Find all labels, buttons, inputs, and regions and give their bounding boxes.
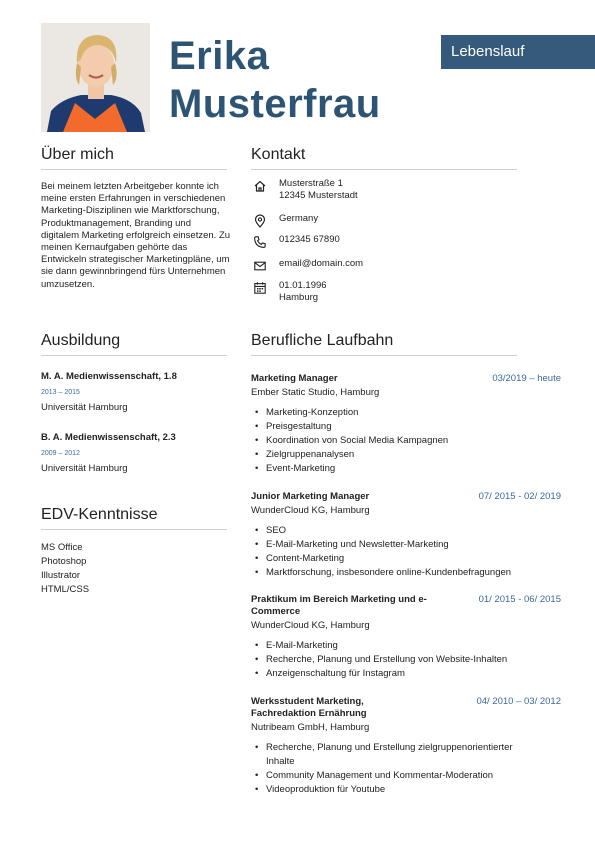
job-task-list bbox=[251, 524, 561, 580]
job-company: Nutribeam GmbH, Hamburg bbox=[251, 722, 370, 733]
job-task: • Koordination von Social Media Kampagnen bbox=[251, 434, 561, 448]
job-task: • SEO bbox=[251, 524, 561, 538]
career-entry bbox=[251, 491, 561, 580]
education-degree: M. A. Medienwissenschaft, 1.8 bbox=[41, 371, 177, 382]
contact-heading: Kontakt bbox=[251, 146, 306, 163]
skill-item: Illustrator bbox=[41, 570, 81, 581]
first-name: Erika bbox=[169, 34, 270, 78]
calendar-icon bbox=[253, 281, 267, 295]
profile-photo bbox=[41, 23, 150, 132]
skills-heading: EDV-Kenntnisse bbox=[41, 506, 158, 523]
education-institution: Universität Hamburg bbox=[41, 402, 128, 413]
skill-item: Photoshop bbox=[41, 556, 87, 567]
job-company: Ember Static Studio, Hamburg bbox=[251, 387, 380, 398]
job-task: • Recherche, Planung und Erstellung zielgruppenorientierter Inhalte bbox=[251, 741, 561, 769]
skill-item: HTML/CSS bbox=[41, 584, 90, 595]
skills-divider bbox=[41, 529, 227, 530]
job-task: • Content-Marketing bbox=[251, 552, 561, 566]
job-title: Marketing Manager bbox=[251, 373, 338, 384]
job-task: • E-Mail-Marketing bbox=[251, 639, 561, 653]
job-task: • Anzeigenschaltung für Instagram bbox=[251, 667, 561, 681]
job-dates: 07/ 2015 - 02/ 2019 bbox=[478, 491, 561, 502]
mail-icon bbox=[253, 259, 267, 273]
job-company: WunderCloud KG, Hamburg bbox=[251, 505, 370, 516]
contact-birth bbox=[253, 280, 513, 304]
skills-list bbox=[41, 541, 89, 597]
job-task-list bbox=[251, 406, 561, 476]
address-line-1: Musterstraße 1 bbox=[279, 178, 343, 189]
job-task: • Zielgruppenanalysen bbox=[251, 448, 561, 462]
career-entry bbox=[251, 594, 561, 681]
education-institution: Universität Hamburg bbox=[41, 463, 128, 474]
job-dates: 03/2019 – heute bbox=[492, 373, 561, 384]
contact-country bbox=[253, 213, 513, 228]
education-years: 2013 – 2015 bbox=[41, 389, 80, 396]
job-title: Praktikum im Bereich Marketing und e-Commerce bbox=[251, 594, 427, 617]
home-icon bbox=[253, 179, 267, 193]
job-dates: 04/ 2010 – 03/ 2012 bbox=[476, 696, 561, 707]
education-degree: B. A. Medienwissenschaft, 2.3 bbox=[41, 432, 176, 443]
career-entry bbox=[251, 696, 561, 797]
job-task-list bbox=[251, 741, 561, 797]
phone-number: 012345 67890 bbox=[279, 234, 340, 245]
education-divider bbox=[41, 355, 227, 356]
contact-email bbox=[253, 258, 513, 273]
job-title: Werksstudent Marketing, Fachredaktion Ernährung bbox=[251, 696, 367, 719]
about-divider bbox=[41, 169, 227, 170]
job-dates: 01/ 2015 - 06/ 2015 bbox=[478, 594, 561, 605]
contact-phone bbox=[253, 234, 513, 249]
address-line-2: 12345 Musterstadt bbox=[279, 190, 358, 201]
career-divider bbox=[251, 355, 517, 356]
job-task: • Recherche, Planung und Erstellung von Website-Inhalten bbox=[251, 653, 561, 667]
email-address: email@domain.com bbox=[279, 258, 364, 269]
contact-divider bbox=[251, 169, 517, 170]
birth-place: Hamburg bbox=[279, 292, 319, 303]
contact-address bbox=[253, 178, 513, 202]
about-heading: Über mich bbox=[41, 146, 114, 163]
about-text: Bei meinem letzten Arbeitgeber konnte ich meine ersten Erfahrungen in verschiedenen Marketing-Disziplinen wie Marktforschung, Produktmanagement, Branding und digitalem Marketing erfolgreich einsetzen. Zu meinen Kernaufgaben gehörte das Entwickeln strategischer Marketingpläne, um sie dann gewinnbringend fürs Unternehmen umzusetzen. bbox=[41, 181, 231, 290]
job-task: • Marktforschung, insbesondere online-Kundenbefragungen bbox=[251, 566, 561, 580]
country: Germany bbox=[279, 213, 319, 224]
job-task: • Videoproduktion für Youtube bbox=[251, 783, 561, 797]
job-task-list bbox=[251, 639, 561, 681]
full-name bbox=[169, 32, 381, 128]
birth-date: 01.01.1996 bbox=[279, 280, 327, 291]
document-type-badge: Lebenslauf bbox=[441, 35, 595, 69]
job-task: • Event-Marketing bbox=[251, 462, 561, 476]
job-task: • E-Mail-Marketing und Newsletter-Marketing bbox=[251, 538, 561, 552]
job-task: • Marketing-Konzeption bbox=[251, 406, 561, 420]
job-task: • Community Management und Kommentar-Moderation bbox=[251, 769, 561, 783]
job-task: • Preisgestaltung bbox=[251, 420, 561, 434]
job-title: Junior Marketing Manager bbox=[251, 491, 370, 502]
skill-item: MS Office bbox=[41, 542, 83, 553]
education-years: 2009 – 2012 bbox=[41, 450, 80, 457]
career-heading: Berufliche Laufbahn bbox=[251, 332, 394, 349]
location-pin-icon bbox=[253, 214, 267, 228]
last-name: Musterfrau bbox=[169, 82, 381, 126]
job-company: WunderCloud KG, Hamburg bbox=[251, 620, 370, 631]
career-entry bbox=[251, 373, 561, 476]
portrait-illustration bbox=[41, 23, 150, 132]
phone-icon bbox=[253, 235, 267, 249]
education-heading: Ausbildung bbox=[41, 332, 121, 349]
